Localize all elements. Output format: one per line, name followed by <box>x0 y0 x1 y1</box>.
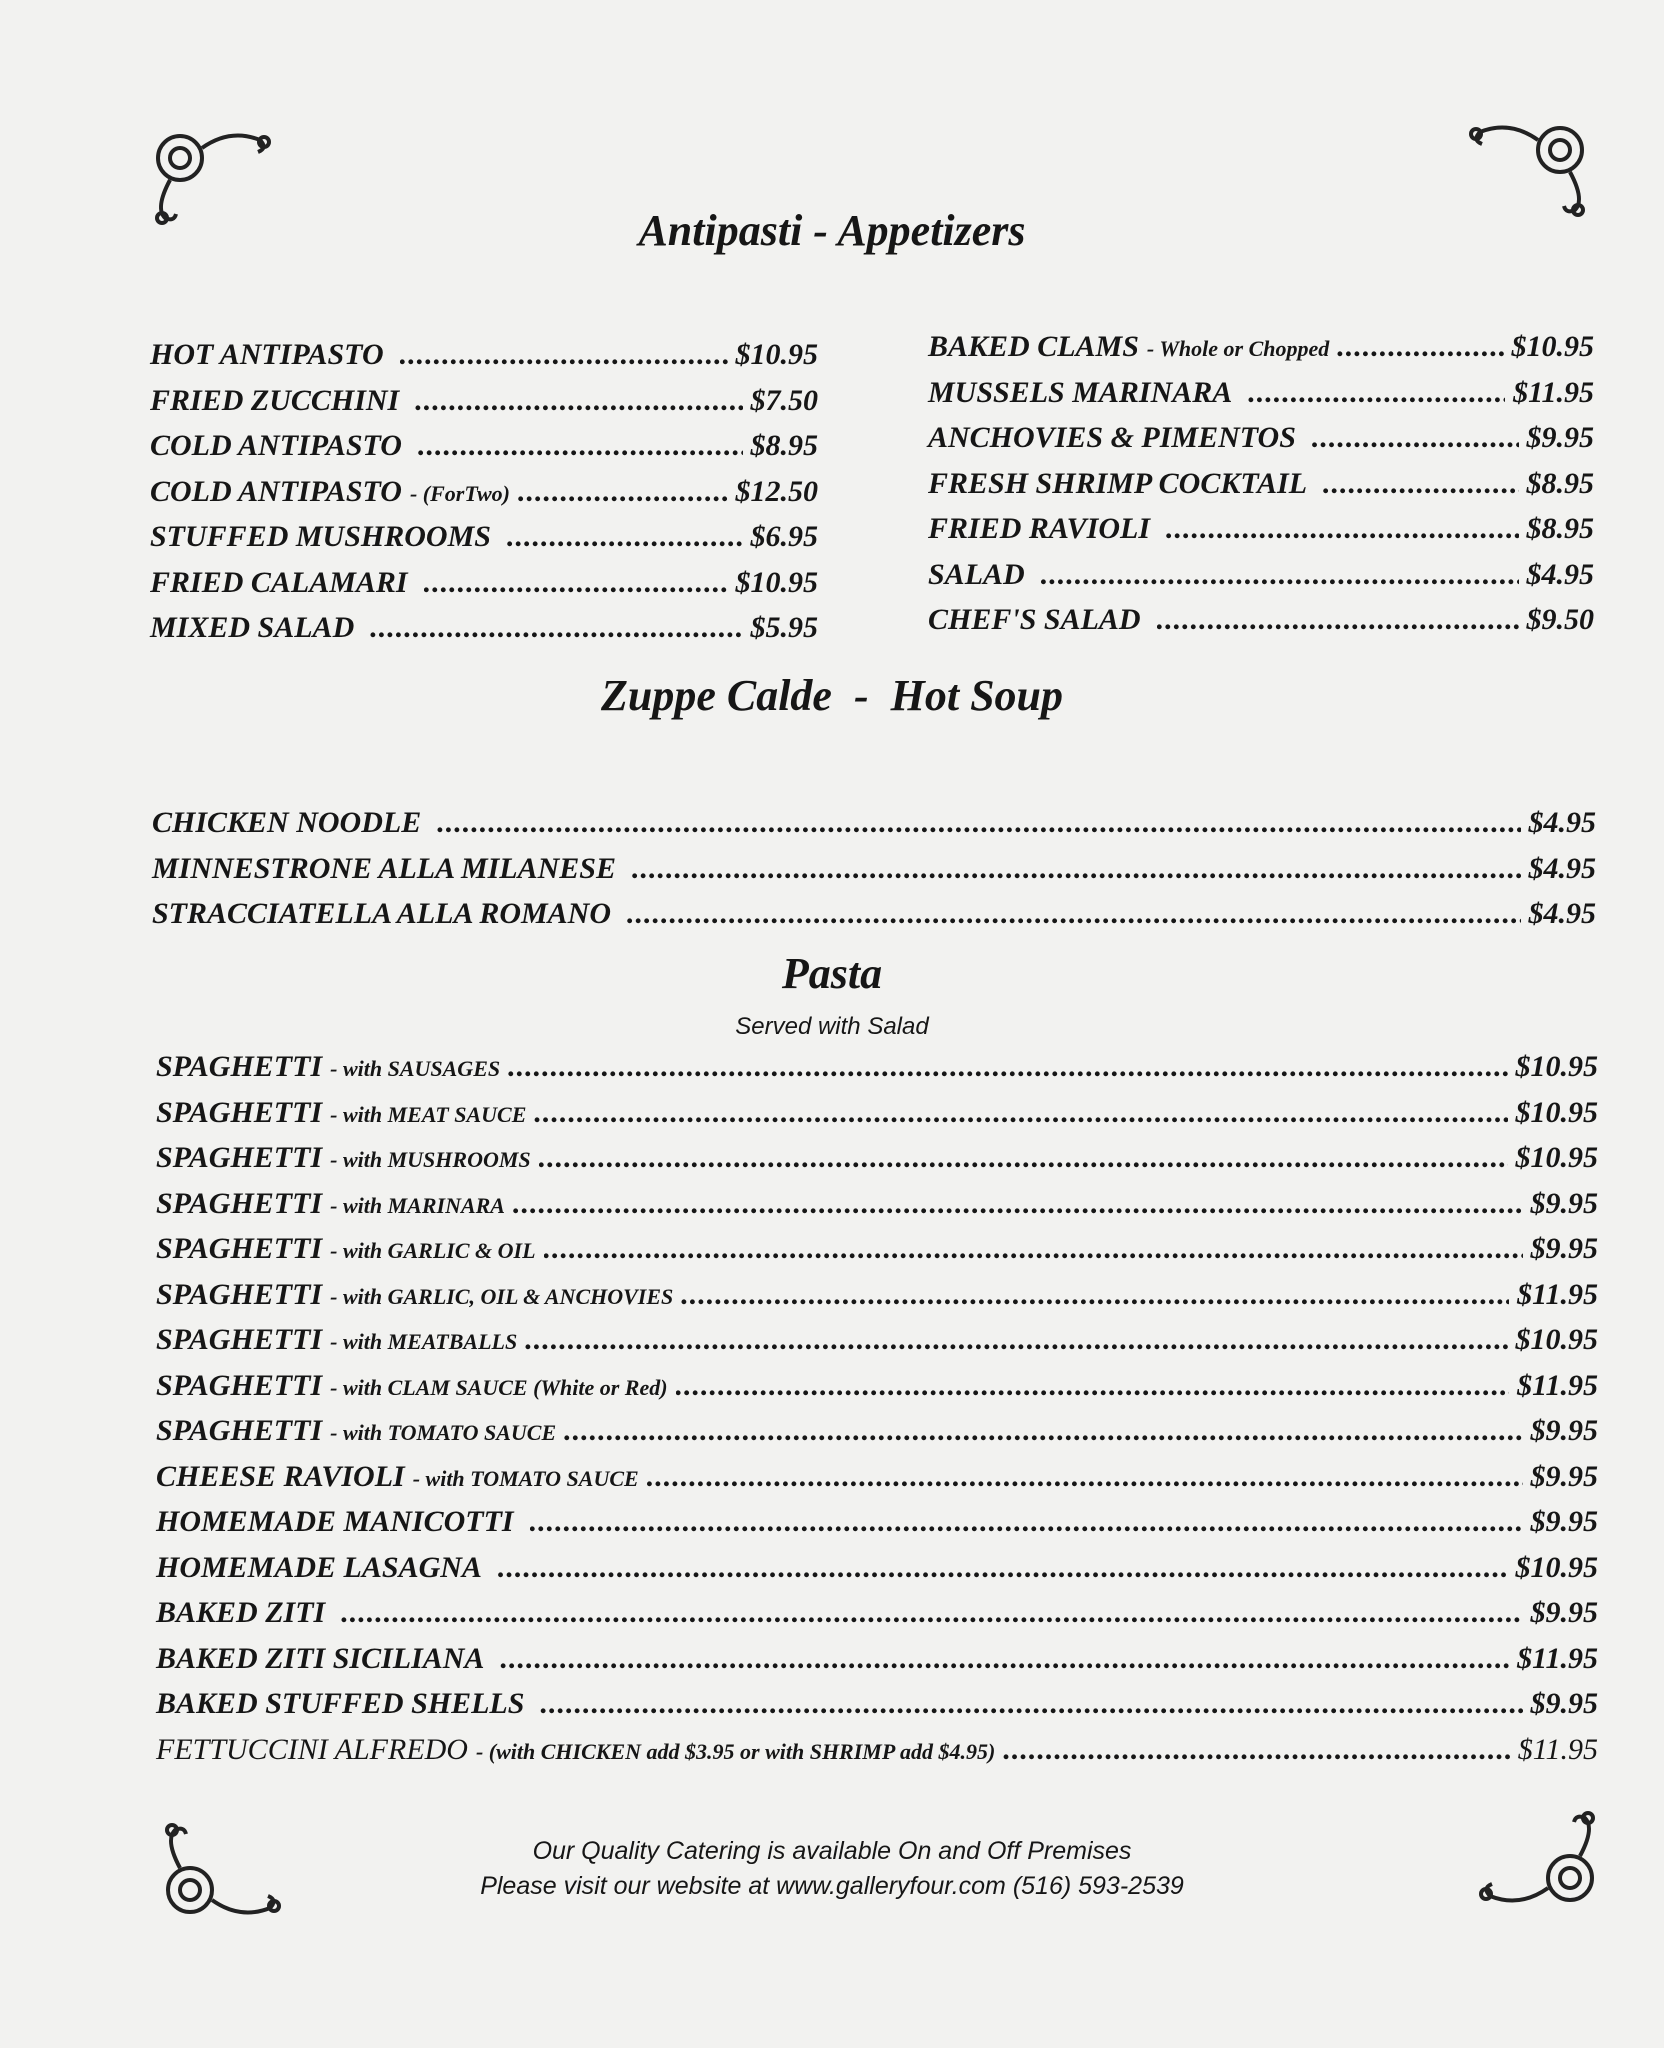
dot-leader <box>525 1317 1507 1363</box>
menu-item <box>152 800 1596 846</box>
dot-leader <box>498 1545 1508 1591</box>
item-name: HOMEMADE LASAGNA <box>156 1550 482 1584</box>
item-name: SPAGHETTI <box>156 1368 323 1402</box>
item-price: $9.95 <box>1530 1186 1598 1220</box>
dot-leader <box>647 1454 1523 1500</box>
menu-item <box>150 332 818 378</box>
dot-leader <box>627 891 1520 937</box>
item-note: - with GARLIC, OIL & ANCHOVIES <box>330 1283 674 1309</box>
menu-item <box>156 1590 1598 1636</box>
menu-item <box>156 1636 1598 1682</box>
item-name: CHEF'S SALAD <box>928 603 1141 636</box>
soup-title: Zuppe Calde - Hot Soup <box>600 671 1064 720</box>
item-price: $4.95 <box>1526 557 1594 591</box>
menu-item <box>150 423 818 469</box>
dot-leader <box>418 423 743 469</box>
item-name: BAKED CLAMS <box>928 330 1139 363</box>
item-price: $10.95 <box>1515 1323 1598 1356</box>
pasta-subtitle: Served with Salad <box>735 1013 929 1040</box>
item-name: SPAGHETTI <box>156 1141 323 1174</box>
menu-item <box>928 370 1594 416</box>
dot-leader <box>1166 506 1518 552</box>
item-price: $10.95 <box>735 565 818 599</box>
menu-item <box>156 1317 1598 1363</box>
menu-item <box>156 1226 1598 1272</box>
menu-item <box>152 891 1596 937</box>
dot-leader <box>544 1226 1523 1272</box>
item-price: $11.95 <box>1513 375 1594 409</box>
item-name: FRESH SHRIMP COCKTAIL <box>928 466 1308 500</box>
menu-item <box>928 597 1594 643</box>
item-name: SPAGHETTI <box>156 1414 323 1447</box>
menu-item <box>928 506 1594 552</box>
item-note: - with SAUSAGES <box>330 1056 501 1081</box>
dot-leader <box>437 800 1520 846</box>
dot-leader <box>632 846 1520 892</box>
item-name: SPAGHETTI <box>156 1323 323 1356</box>
item-note: - Whole or Chopped <box>1146 336 1330 361</box>
antipasti-left-list <box>150 332 818 651</box>
menu-item <box>150 514 818 560</box>
item-price: $11.95 <box>1517 1277 1598 1311</box>
menu-item <box>150 469 818 515</box>
item-price: $10.95 <box>1511 330 1594 363</box>
item-name: MINNESTRONE ALLA MILANESE <box>152 851 617 885</box>
item-note: - with GARLIC & OIL <box>330 1238 536 1263</box>
dot-leader <box>1003 1727 1509 1773</box>
item-price: $10.95 <box>1515 1050 1598 1083</box>
item-price: $12.50 <box>735 474 818 508</box>
item-note: - with CLAM SAUCE (White or Red) <box>330 1374 668 1400</box>
item-name: STRACCIATELLA ALLA ROMANO <box>152 897 612 930</box>
item-name: SPAGHETTI <box>156 1277 323 1311</box>
dot-leader <box>539 1135 1508 1181</box>
menu-item <box>156 1272 1598 1318</box>
item-name: COLD ANTIPASTO <box>150 474 402 508</box>
dot-leader <box>564 1408 1522 1454</box>
menu-item <box>156 1135 1598 1181</box>
menu-item <box>156 1044 1598 1090</box>
item-name: SPAGHETTI <box>156 1095 323 1129</box>
item-note: - with TOMATO SAUCE <box>330 1420 557 1445</box>
item-name: CHEESE RAVIOLI <box>156 1459 405 1493</box>
menu-item <box>928 324 1594 370</box>
menu-item <box>928 552 1594 598</box>
item-note: - with TOMATO SAUCE <box>412 1465 639 1491</box>
item-name: SPAGHETTI <box>156 1186 323 1220</box>
item-name: BAKED STUFFED SHELLS <box>156 1687 525 1720</box>
item-price: $7.50 <box>750 383 818 417</box>
menu-item <box>928 461 1594 507</box>
item-note: - with MEAT SAUCE <box>330 1101 527 1127</box>
item-name: FRIED ZUCCHINI <box>150 383 400 417</box>
item-price: $11.95 <box>1517 1732 1598 1766</box>
menu-item <box>156 1727 1598 1773</box>
menu-item <box>150 560 818 606</box>
item-name: SPAGHETTI <box>156 1050 323 1083</box>
item-price: $9.95 <box>1530 1505 1598 1538</box>
antipasti-title: Antipasti - Appetizers <box>638 206 1026 255</box>
item-name: MIXED SALAD <box>150 611 355 644</box>
item-note: - with MEATBALLS <box>330 1329 518 1354</box>
antipasti-right-list <box>928 324 1594 643</box>
item-price: $9.95 <box>1530 1687 1598 1720</box>
item-price: $9.95 <box>1530 1232 1598 1265</box>
menu-item <box>156 1499 1598 1545</box>
item-name: FRIED CALAMARI <box>150 565 408 599</box>
item-price: $4.95 <box>1528 897 1596 930</box>
item-price: $10.95 <box>1515 1095 1598 1129</box>
dot-leader <box>415 378 742 424</box>
item-price: $9.95 <box>1530 1459 1598 1493</box>
menu-item <box>156 1408 1598 1454</box>
dot-leader <box>540 1681 1522 1727</box>
dot-leader <box>1337 324 1503 370</box>
dot-leader <box>534 1090 1507 1136</box>
dot-leader <box>518 469 728 515</box>
item-name: SPAGHETTI <box>156 1232 323 1265</box>
item-price: $11.95 <box>1517 1641 1598 1675</box>
menu-item <box>156 1454 1598 1500</box>
menu-item <box>152 846 1596 892</box>
item-price: $8.95 <box>750 429 818 462</box>
item-name: FRIED RAVIOLI <box>928 512 1151 545</box>
item-price: $9.95 <box>1530 1596 1598 1629</box>
item-name: STUFFED MUSHROOMS <box>150 520 491 553</box>
menu-item <box>156 1363 1598 1409</box>
dot-leader <box>400 332 728 378</box>
pasta-list <box>156 1044 1598 1772</box>
item-name: SALAD <box>928 557 1025 591</box>
dot-leader <box>513 1181 1523 1227</box>
menu-item <box>150 378 818 424</box>
dot-leader <box>1157 597 1519 643</box>
item-price: $5.95 <box>750 611 818 644</box>
dot-leader <box>676 1363 1510 1409</box>
item-price: $9.50 <box>1526 603 1594 636</box>
dot-leader <box>530 1499 1523 1545</box>
menu-item <box>156 1681 1598 1727</box>
footer-note <box>0 1834 1664 1904</box>
dot-leader <box>1041 552 1519 598</box>
item-note: - with MARINARA <box>330 1192 505 1218</box>
corner-ornament-icon <box>1450 110 1600 220</box>
item-note: - (with CHICKEN add $3.95 or with SHRIMP add $4.95) <box>475 1738 996 1764</box>
dot-leader <box>681 1272 1509 1318</box>
item-price: $8.95 <box>1526 466 1594 500</box>
item-price: $9.95 <box>1530 1414 1598 1447</box>
item-name: CHICKEN NOODLE <box>152 806 422 839</box>
item-name: COLD ANTIPASTO <box>150 429 402 462</box>
dot-leader <box>1323 461 1518 507</box>
item-price: $9.95 <box>1526 421 1594 454</box>
item-price: $6.95 <box>750 520 818 553</box>
item-price: $8.95 <box>1526 512 1594 545</box>
dot-leader <box>508 1044 1507 1090</box>
dot-leader <box>424 560 728 606</box>
item-name: BAKED ZITI SICILIANA <box>156 1641 485 1675</box>
item-price: $4.95 <box>1528 806 1596 839</box>
dot-leader <box>1248 370 1505 416</box>
item-price: $10.95 <box>1515 1141 1598 1174</box>
item-name: BAKED ZITI <box>156 1596 326 1629</box>
item-price: $4.95 <box>1528 851 1596 885</box>
menu-item <box>156 1545 1598 1591</box>
menu-item <box>156 1090 1598 1136</box>
footer-website-line: Please visit our website at www.galleryfour.com (516) 593-2539 <box>480 1872 1184 1900</box>
dot-leader <box>341 1590 1522 1636</box>
dot-leader <box>1312 415 1519 461</box>
dot-leader <box>507 514 743 560</box>
item-name: MUSSELS MARINARA <box>928 375 1233 409</box>
item-price: $10.95 <box>735 338 818 371</box>
item-name: ANCHOVIES & PIMENTOS <box>928 421 1296 454</box>
soup-list <box>152 800 1596 937</box>
item-note: - with MUSHROOMS <box>330 1147 531 1172</box>
footer-catering-line: Our Quality Catering is available On and Off Premises <box>532 1837 1132 1865</box>
menu-item <box>928 415 1594 461</box>
dot-leader <box>500 1636 1509 1682</box>
item-name: HOT ANTIPASTO <box>150 338 384 371</box>
menu-item <box>156 1181 1598 1227</box>
dot-leader <box>370 605 742 651</box>
pasta-title: Pasta <box>781 949 883 998</box>
item-price: $11.95 <box>1517 1368 1598 1402</box>
item-note: - (ForTwo) <box>409 480 510 506</box>
item-name: HOMEMADE MANICOTTI <box>156 1505 514 1538</box>
item-price: $10.95 <box>1515 1550 1598 1584</box>
item-name: FETTUCCINI ALFREDO <box>156 1732 468 1766</box>
menu-item <box>150 605 818 651</box>
